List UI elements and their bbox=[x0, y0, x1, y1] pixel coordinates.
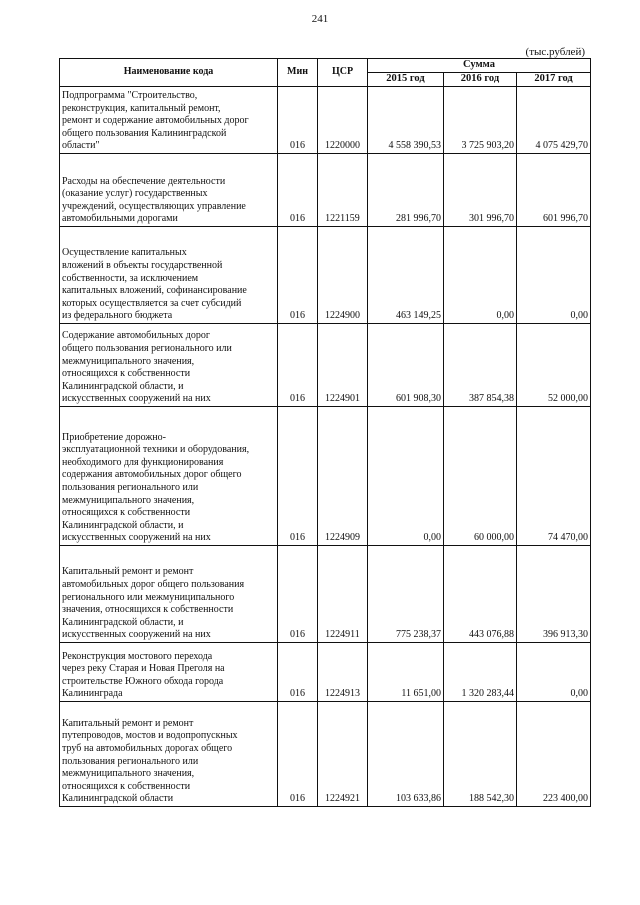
row-csr: 1224900 bbox=[318, 227, 368, 324]
row-2017: 0,00 bbox=[517, 227, 591, 324]
row-2015: 463 149,25 bbox=[368, 227, 444, 324]
header-sum: Сумма bbox=[368, 59, 591, 73]
row-2015: 103 633,86 bbox=[368, 702, 444, 807]
row-2016: 443 076,88 bbox=[444, 546, 517, 643]
row-csr: 1224901 bbox=[318, 324, 368, 407]
header-min: Мин bbox=[278, 59, 318, 87]
row-name: Приобретение дорожно- эксплуатационной техники и оборудования, необходимого для функционирования содержания автомобильных дорог общего пользования регионального или межмуниципального значения, относящихся к собственности Калининградской области, и искусственных сооружений на них bbox=[60, 407, 278, 546]
row-csr: 1220000 bbox=[318, 87, 368, 154]
row-name: Содержание автомобильных дорог общего пользования регионального или межмуниципального значения, относящихся к собственности Калининградской области, и искусственных сооружений на них bbox=[60, 324, 278, 407]
row-csr: 1224909 bbox=[318, 407, 368, 546]
table-row bbox=[60, 227, 591, 324]
row-2017: 601 996,70 bbox=[517, 154, 591, 227]
row-name: Капитальный ремонт и ремонт путепроводов, мостов и водопропускных труб на автомобильных дорогах общего пользования регионального или межмуниципального значения, относящихся к собственности Калининградской области bbox=[60, 702, 278, 807]
page-number: 241 bbox=[311, 13, 329, 25]
table-row bbox=[60, 407, 591, 546]
row-min: 016 bbox=[278, 546, 318, 643]
header-2016: 2016 год bbox=[444, 73, 517, 87]
row-csr: 1224913 bbox=[318, 643, 368, 702]
row-csr: 1221159 bbox=[318, 154, 368, 227]
unit-note: (тыс.рублей) bbox=[525, 46, 585, 58]
row-2015: 775 238,37 bbox=[368, 546, 444, 643]
row-min: 016 bbox=[278, 702, 318, 807]
row-2016: 3 725 903,20 bbox=[444, 87, 517, 154]
row-2015: 0,00 bbox=[368, 407, 444, 546]
table-row bbox=[60, 87, 591, 154]
header-name: Наименование кода bbox=[60, 59, 278, 87]
table-row bbox=[60, 702, 591, 807]
row-2017: 4 075 429,70 bbox=[517, 87, 591, 154]
row-2016: 1 320 283,44 bbox=[444, 643, 517, 702]
row-csr: 1224921 bbox=[318, 702, 368, 807]
row-2017: 52 000,00 bbox=[517, 324, 591, 407]
header-2017: 2017 год bbox=[517, 73, 591, 87]
row-csr: 1224911 bbox=[318, 546, 368, 643]
row-2016: 0,00 bbox=[444, 227, 517, 324]
row-2016: 301 996,70 bbox=[444, 154, 517, 227]
row-min: 016 bbox=[278, 227, 318, 324]
row-2017: 396 913,30 bbox=[517, 546, 591, 643]
table-row bbox=[60, 324, 591, 407]
row-name: Расходы на обеспечение деятельности (оказание услуг) государственных учреждений, осуществляющих управление автомобильными дорогами bbox=[60, 154, 278, 227]
row-2015: 4 558 390,53 bbox=[368, 87, 444, 154]
row-min: 016 bbox=[278, 643, 318, 702]
row-min: 016 bbox=[278, 154, 318, 227]
header-csr: ЦСР bbox=[318, 59, 368, 87]
row-2017: 74 470,00 bbox=[517, 407, 591, 546]
row-min: 016 bbox=[278, 87, 318, 154]
header-2015: 2015 год bbox=[368, 73, 444, 87]
row-2015: 601 908,30 bbox=[368, 324, 444, 407]
table-row bbox=[60, 154, 591, 227]
budget-table bbox=[59, 58, 591, 807]
row-min: 016 bbox=[278, 407, 318, 546]
table-row bbox=[60, 643, 591, 702]
row-min: 016 bbox=[278, 324, 318, 407]
row-name: Подпрограмма "Строительство, реконструкция, капитальный ремонт, ремонт и содержание автомобильных дорог общего пользования Калининградской области" bbox=[60, 87, 278, 154]
row-2016: 387 854,38 bbox=[444, 324, 517, 407]
row-2015: 281 996,70 bbox=[368, 154, 444, 227]
row-2017: 223 400,00 bbox=[517, 702, 591, 807]
row-2016: 60 000,00 bbox=[444, 407, 517, 546]
row-2015: 11 651,00 bbox=[368, 643, 444, 702]
row-2016: 188 542,30 bbox=[444, 702, 517, 807]
row-2017: 0,00 bbox=[517, 643, 591, 702]
row-name: Осуществление капитальных вложений в объекты государственной собственности, за исключением капитальных вложений, софинансирование которых осуществляется за счет субсидий из федерального бюджета bbox=[60, 227, 278, 324]
table-row bbox=[60, 546, 591, 643]
row-name: Капитальный ремонт и ремонт автомобильных дорог общего пользования регионального или межмуниципального значения, относящихся к собственности Калининградской области, и искусственных сооружений на них bbox=[60, 546, 278, 643]
row-name: Реконструкция мостового перехода через реку Старая и Новая Преголя на строительстве Южного обхода города Калининграда bbox=[60, 643, 278, 702]
